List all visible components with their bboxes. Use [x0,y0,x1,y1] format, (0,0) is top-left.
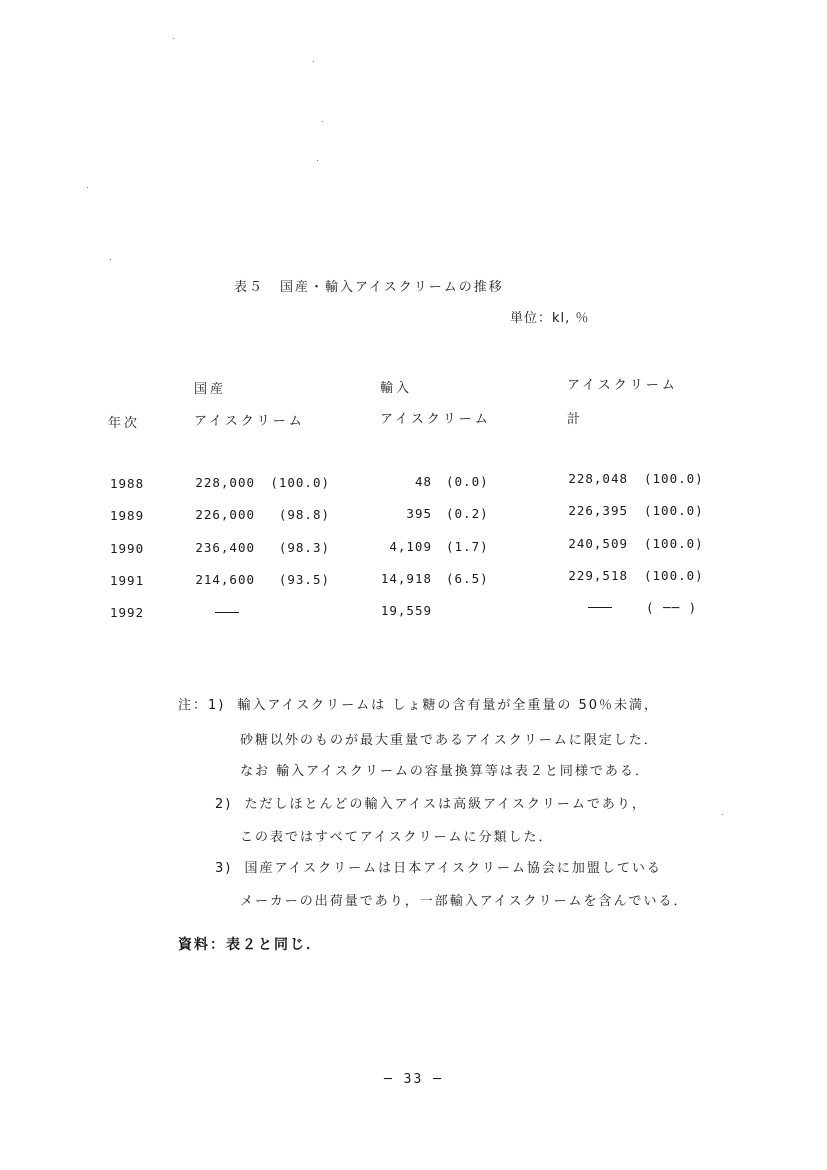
cell-total-pct: (100.0) [644,568,704,583]
cell-domestic-pct: (98.3) [278,540,330,555]
cell-domestic-pct: (98.8) [278,507,330,522]
header-total-line1: アイスクリーム [567,378,678,393]
note-prefix: 2) [215,797,233,812]
note-line: この表ではすべてアイスクリームに分類した． [240,830,554,845]
cell-year: 1990 [110,541,145,556]
cell-import-pct: (6.5) [446,571,489,586]
cell-domestic: 214,600 [195,572,255,587]
cell-import: 4,109 [389,539,432,554]
cell-total: 240,509 [568,536,628,551]
cell-domestic-pct: (100.0) [270,475,330,490]
cell-domestic-pct: (93.5) [278,572,330,587]
note-prefix: 3) [215,861,233,876]
note-line: メーカーの出荷量であり，一部輸入アイスクリームを含んでいる． [240,894,689,909]
note-line: なお 輸入アイスクリームの容量換算等は表２と同様である． [240,764,650,779]
cell-year: 1992 [110,605,145,620]
table-number: 表５ [234,280,265,295]
header-domestic-line2: アイスクリーム [194,414,305,429]
cell-total-dash [588,607,612,608]
table-title-text: 国産・輸入アイスクリームの推移 [280,280,504,295]
note-text: ただしほとんどの輸入アイスは高級アイスクリームであり， [244,797,647,812]
header-total-line2: 計 [567,412,584,427]
cell-year: 1988 [110,476,145,491]
cell-import: 14,918 [380,571,432,586]
scan-speck [322,121,323,122]
scan-speck [313,61,314,62]
note-text: 国産アイスクリームは日本アイスクリーム協会に加盟している [244,861,662,876]
note-line [215,857,662,876]
header-import-line1: 輸入 [380,381,413,396]
cell-domestic: 228,000 [195,475,255,490]
note-text: 輸入アイスクリームは しょ糖の含有量が全重量の 50％未満， [237,698,659,713]
note-line [178,694,659,713]
scan-speck [317,160,318,161]
cell-import-pct: (0.0) [446,474,489,489]
cell-import: 48 [414,474,432,489]
cell-domestic: 236,400 [195,540,255,555]
note-prefix: 注：1) [178,698,226,713]
header-domestic-line1: 国産 [194,382,227,397]
cell-year: 1989 [110,508,145,523]
cell-import-pct: (0.2) [446,506,489,521]
cell-total-pct: (100.0) [644,471,704,486]
scan-speck [87,187,88,188]
table-title [234,276,504,295]
unit-label: 単位：kl, ％ [510,311,590,326]
cell-import-pct: (1.7) [446,539,489,554]
cell-total-pct: (100.0) [644,503,704,518]
scan-speck [722,814,723,815]
cell-domestic: 226,000 [195,507,255,522]
source-note: 資料：表２と同じ． [178,937,322,953]
cell-import: 395 [406,506,432,521]
cell-total-pct: ( ── ) [646,600,698,615]
header-import-line2: アイスクリーム [380,412,491,427]
cell-import: 19,559 [380,603,432,618]
scan-speck [173,38,174,39]
note-line: 砂糖以外のものが最大重量であるアイスクリームに限定した． [240,733,659,748]
note-line [215,793,647,812]
cell-year: 1991 [110,573,145,588]
cell-total: 226,395 [568,503,628,518]
header-year: 年次 [108,416,141,431]
page-number: ─ 33 ─ [384,1072,443,1087]
cell-total: 229,518 [568,568,628,583]
cell-total-pct: (100.0) [644,536,704,551]
cell-domestic-dash [215,612,239,613]
cell-total: 228,048 [568,471,628,486]
scan-speck [110,259,111,260]
